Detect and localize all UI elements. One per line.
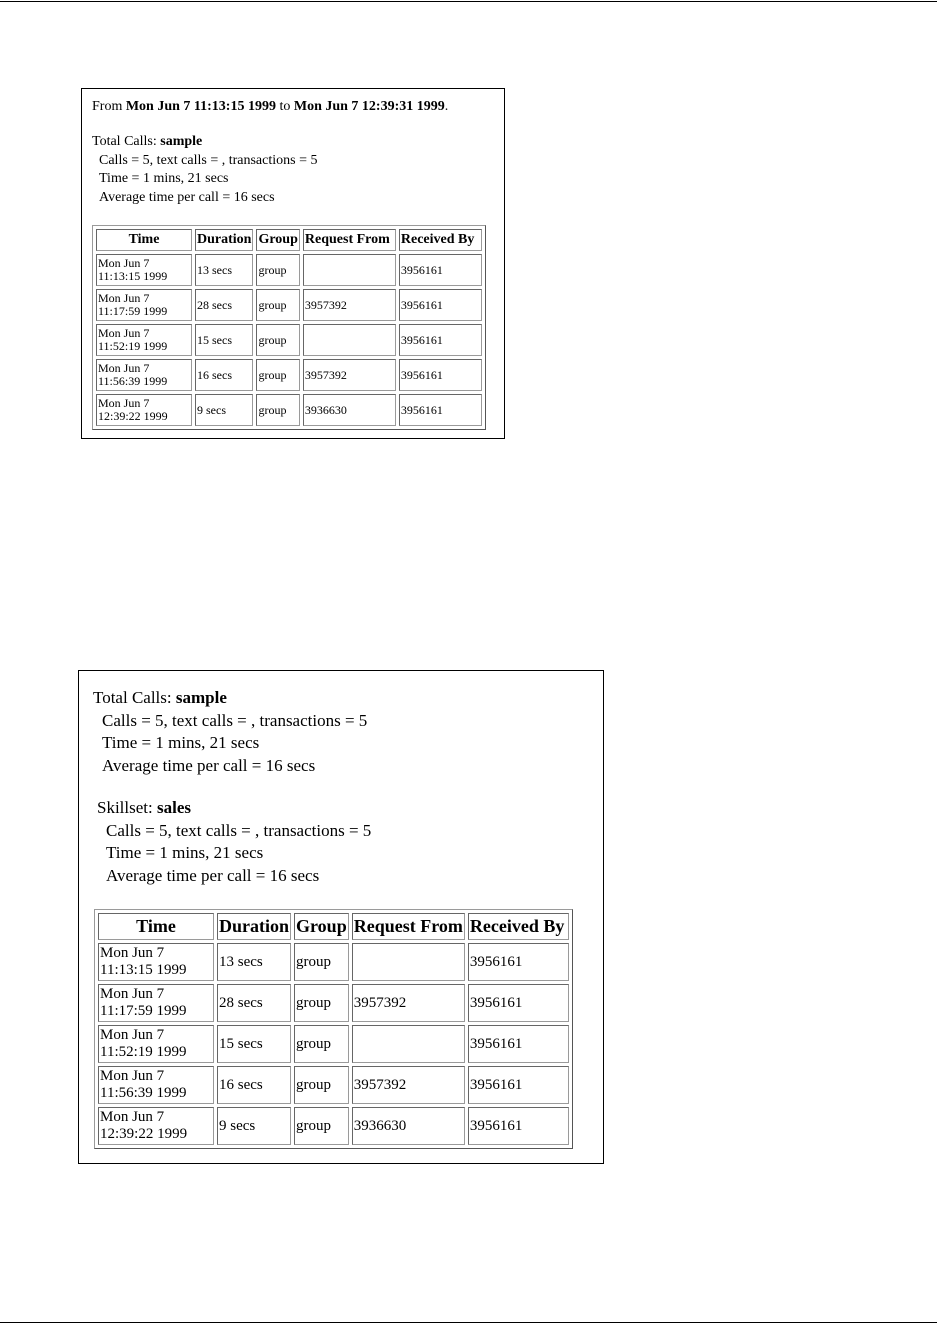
table-row (98, 1066, 569, 1104)
cell-clock: 11:52:19 1999 (98, 339, 168, 353)
cell-group: group (256, 394, 299, 426)
cell-day: Mon Jun 7 (100, 945, 165, 961)
table-row (98, 1025, 569, 1063)
calls-table (94, 909, 573, 1149)
column-header-group: Group (294, 913, 349, 940)
calls-table (92, 225, 486, 430)
range-to-value: Mon Jun 7 12:39:31 1999 (293, 99, 445, 114)
cell-duration: 13 secs (217, 943, 291, 981)
total-calls-average: Average time per call = 16 secs (99, 189, 275, 205)
total-calls-heading (92, 133, 494, 152)
table-header-row (98, 913, 569, 940)
cell-received-by: 3956161 (399, 254, 482, 286)
cell-group: group (256, 289, 299, 321)
table-row (96, 394, 482, 426)
cell-request-from: 3957392 (352, 1066, 465, 1104)
cell-day: Mon Jun 7 (100, 1109, 165, 1125)
cell-clock: 11:52:19 1999 (100, 1044, 187, 1060)
cell-request-from: 3957392 (303, 359, 396, 391)
cell-received-by: 3956161 (468, 943, 569, 981)
cell-group: group (256, 324, 299, 356)
cell-request-from (352, 1025, 465, 1063)
cell-time (98, 1025, 214, 1063)
total-calls-count: Calls = 5, text calls = , transactions = 5 (99, 152, 318, 168)
column-header-duration: Duration (217, 913, 291, 940)
skillset-summary (93, 797, 589, 887)
cell-day: Mon Jun 7 (98, 256, 150, 270)
total-calls-time: Time = 1 mins, 21 secs (99, 171, 229, 186)
cell-time (98, 1066, 214, 1104)
total-calls-average: Average time per call = 16 secs (102, 755, 316, 775)
cell-duration: 28 secs (217, 984, 291, 1022)
cell-clock: 11:17:59 1999 (100, 1003, 187, 1019)
cell-time (98, 943, 214, 981)
skillset-heading (97, 797, 589, 820)
cell-clock: 11:13:15 1999 (100, 962, 187, 978)
cell-received-by: 3956161 (399, 394, 482, 426)
cell-time (98, 1107, 214, 1145)
range-end: . (444, 99, 449, 114)
total-calls-time: Time = 1 mins, 21 secs (102, 733, 260, 752)
cell-request-from: 3936630 (303, 394, 396, 426)
cell-clock: 11:17:59 1999 (98, 304, 168, 318)
cell-received-by: 3956161 (468, 1066, 569, 1104)
total-calls-summary (92, 133, 494, 207)
cell-duration: 9 secs (217, 1107, 291, 1145)
cell-day: Mon Jun 7 (98, 361, 150, 375)
cell-group: group (256, 254, 299, 286)
cell-day: Mon Jun 7 (98, 291, 150, 305)
cell-duration: 16 secs (217, 1066, 291, 1104)
cell-group: group (294, 943, 349, 981)
cell-clock: 11:56:39 1999 (98, 374, 168, 388)
date-range (92, 99, 494, 115)
column-header-received-by: Received By (399, 229, 482, 251)
cell-day: Mon Jun 7 (98, 396, 150, 410)
cell-day: Mon Jun 7 (100, 986, 165, 1002)
cell-time (96, 289, 192, 321)
cell-received-by: 3956161 (468, 1107, 569, 1145)
cell-clock: 11:56:39 1999 (100, 1085, 187, 1101)
table-row (98, 1107, 569, 1145)
cell-received-by: 3956161 (399, 324, 482, 356)
table-row (96, 324, 482, 356)
cell-duration: 15 secs (195, 324, 253, 356)
column-header-request-from: Request From (352, 913, 465, 940)
skillset-name: sales (156, 798, 191, 817)
table-row (96, 254, 482, 286)
total-calls-summary (93, 687, 589, 777)
cell-duration: 15 secs (217, 1025, 291, 1063)
column-header-group: Group (256, 229, 299, 251)
report-panel-1 (81, 88, 505, 439)
cell-clock: 12:39:22 1999 (100, 1126, 188, 1142)
cell-request-from (303, 324, 396, 356)
cell-clock: 12:39:22 1999 (98, 409, 168, 423)
skillset-label: Skillset: (97, 798, 153, 817)
column-header-request-from: Request From (303, 229, 396, 251)
cell-time (96, 324, 192, 356)
cell-time (96, 359, 192, 391)
cell-day: Mon Jun 7 (100, 1068, 165, 1084)
column-header-received-by: Received By (468, 913, 569, 940)
cell-duration: 9 secs (195, 394, 253, 426)
cell-received-by: 3956161 (399, 359, 482, 391)
range-from-label: From (92, 99, 123, 114)
cell-received-by: 3956161 (468, 984, 569, 1022)
cell-time (96, 394, 192, 426)
table-row (98, 984, 569, 1022)
cell-request-from (303, 254, 396, 286)
cell-request-from (352, 943, 465, 981)
range-from-value: Mon Jun 7 11:13:15 1999 (125, 99, 276, 114)
table-row (96, 359, 482, 391)
cell-group: group (294, 1025, 349, 1063)
cell-group: group (256, 359, 299, 391)
column-header-time: Time (98, 913, 214, 940)
cell-received-by: 3956161 (468, 1025, 569, 1063)
cell-duration: 13 secs (195, 254, 253, 286)
cell-day: Mon Jun 7 (98, 326, 150, 340)
total-calls-name: sample (160, 134, 203, 149)
cell-day: Mon Jun 7 (100, 1027, 165, 1043)
column-header-time: Time (96, 229, 192, 251)
total-calls-heading (93, 687, 589, 710)
cell-duration: 28 secs (195, 289, 253, 321)
table-row (98, 943, 569, 981)
cell-group: group (294, 1107, 349, 1145)
column-header-duration: Duration (195, 229, 253, 251)
page-top-rule (0, 1, 937, 2)
total-calls-count: Calls = 5, text calls = , transactions = 5 (102, 710, 368, 730)
total-calls-label: Total Calls: (92, 134, 157, 149)
page-bottom-rule (0, 1322, 937, 1323)
cell-time (96, 254, 192, 286)
cell-request-from: 3957392 (352, 984, 465, 1022)
cell-group: group (294, 1066, 349, 1104)
cell-request-from: 3957392 (303, 289, 396, 321)
cell-received-by: 3956161 (399, 289, 482, 321)
table-row (96, 289, 482, 321)
total-calls-name: sample (175, 688, 227, 707)
skillset-calls-average: Average time per call = 16 secs (106, 865, 320, 885)
total-calls-label: Total Calls: (93, 688, 172, 707)
cell-clock: 11:13:15 1999 (98, 269, 168, 283)
cell-request-from: 3936630 (352, 1107, 465, 1145)
report-panel-2 (78, 670, 604, 1164)
cell-duration: 16 secs (195, 359, 253, 391)
cell-group: group (294, 984, 349, 1022)
skillset-calls-count: Calls = 5, text calls = , transactions = 5 (106, 820, 372, 840)
cell-time (98, 984, 214, 1022)
skillset-calls-time: Time = 1 mins, 21 secs (106, 843, 264, 862)
table-header-row (96, 229, 482, 251)
range-to-label: to (279, 99, 291, 114)
